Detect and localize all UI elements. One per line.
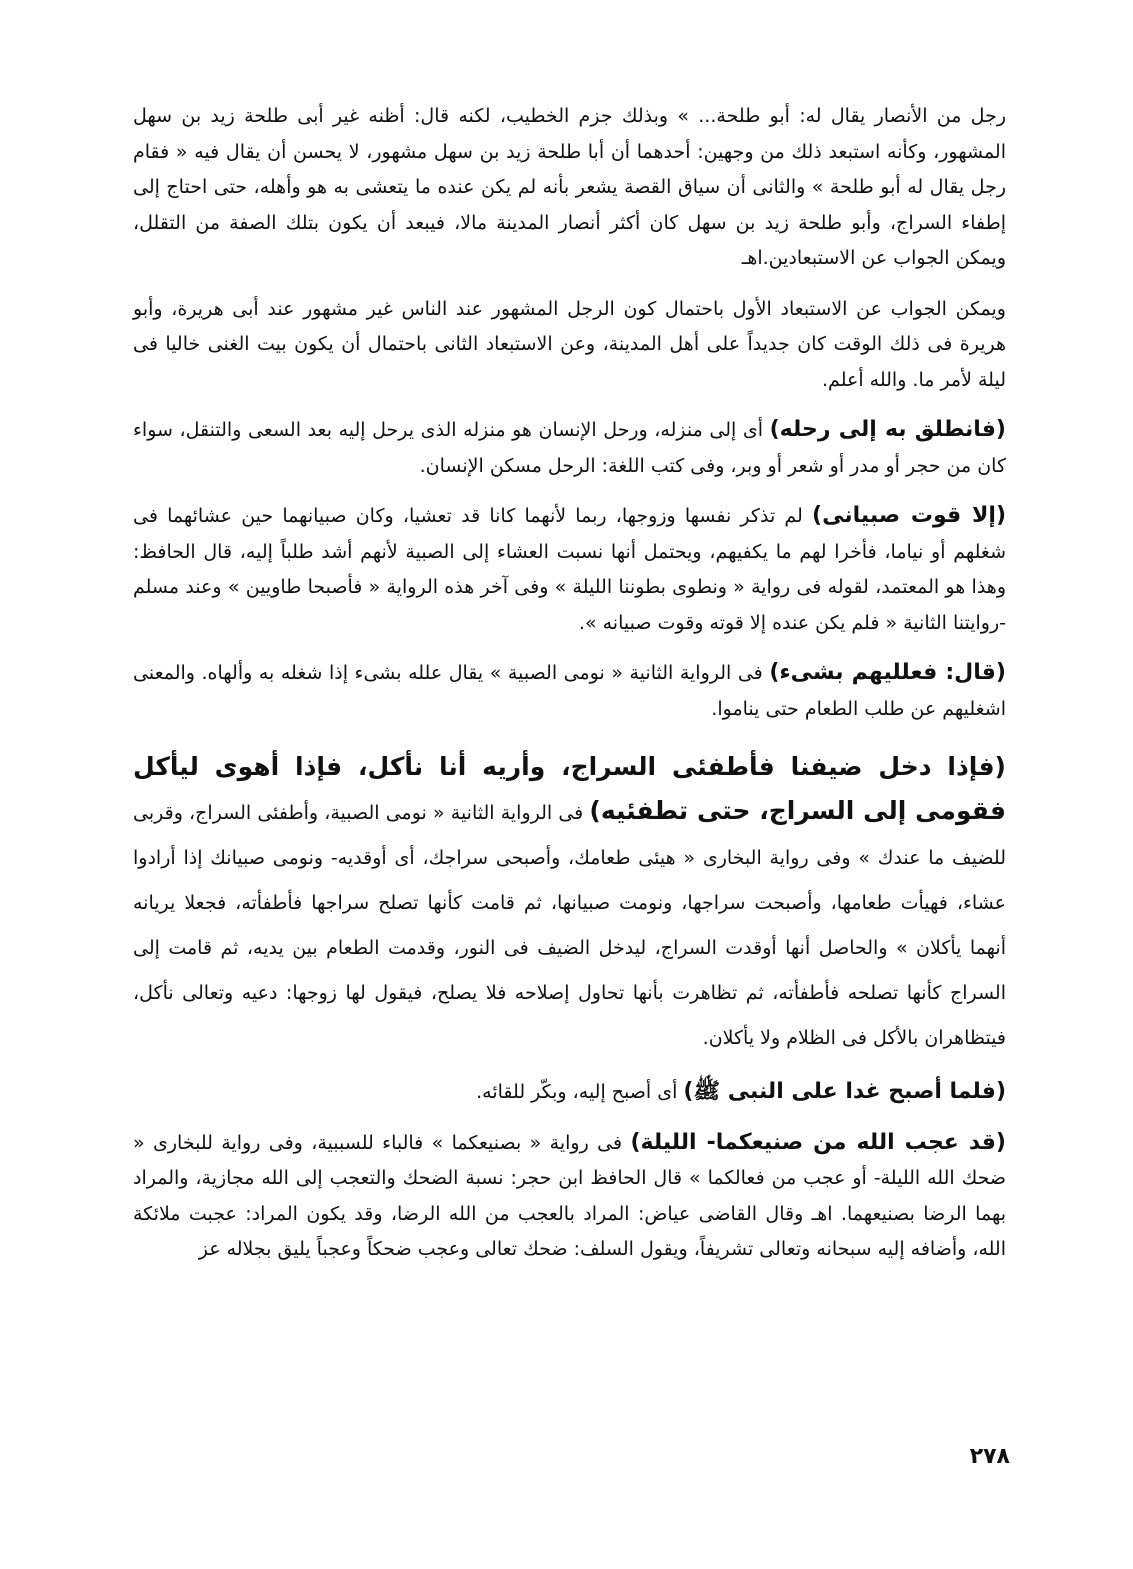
paragraph-5 <box>133 655 1006 727</box>
paragraph-8-body: فى رواية « بصنيعكما » فالباء للسببية، وفى رواية للبخارى « ضحك الله الليلة- أو عجب من فعالكما » قال الحافظ ابن حجر: نسبة الضحك والتعجب إلى الله مجازية، والمراد بهما الرضا بصنيعهما. اهـ وقال القاضى عياض: المراد بالعجب من الله الرضا، وقد يكون المراد: عجبت ملائكة الله، وأضافه إليه سبحانه وتعالى تشريفاً، ويقول السلف: ضحك تعالى وعجب ضحكاً وعجباً يليق بجلاله عز <box>133 1131 1006 1260</box>
paragraph-6-body: فى الرواية الثانية « نومى الصبية، وأطفئى السراج، وقربى للضيف ما عندك » وفى رواية البخارى « هيئى طعامك، وأصبحى سراجك، أى أوقديه- ونومى صبيانك إذا أرادوا عشاء، فهيأت طعامها، وأصبحت سراجها، ونومت صبيانها، ثم قامت كأنها تصلح سراجها فأطفأته، فجعلا يريانه أنهما يأكلان » والحاصل أنها أوقدت السراج، ليدخل الضيف فى النور، وقدمت الطعام بين يديه، ثم قامت إلى السراج كأنها تصلحه فأطفأته، ثم تظاهرت بأنها تحاول إصلاحه فلا يصلح، فيقول لها زوجها: دعيه وتعالى نأكل، فيتظاهران بالأكل فى الظلام ولا يأكلان. <box>133 802 1006 1049</box>
paragraph-8 <box>133 1125 1006 1268</box>
paragraph-4-heading: (إلا قوت صبيانى) <box>812 503 1006 528</box>
paragraph-6 <box>133 745 1006 1060</box>
page-number: ٢٧٨ <box>969 1444 1010 1469</box>
paragraph-6-heading: (فإذا دخل ضيفنا فأطفئى السراج، وأريه أنا نأكل، فإذا أهوى ليأكل فقومى إلى السراج، حتى تطفئيه) <box>133 752 1006 825</box>
paragraph-7-heading: (فلما أصبح غدا على النبى ﷺ) <box>683 1079 1006 1104</box>
paragraph-8-heading: (قد عجب الله من صنيعكما- الليلة) <box>630 1129 1006 1155</box>
paragraph-4-body: لم تذكر نفسها وزوجها، ربما لأنهما كانا قد تعشيا، وكان صبيانهما حين عشائهما فى شغلهم أو نياما، فأخرا لهم ما يكفيهم، ويحتمل أنها نسبت العشاء إلى الصبية لأنهم أشد طلباً إليه، قال الحافظ: وهذا هو المعتمد، لقوله فى رواية « ونطوى بطوننا الليلة » وفى آخر هذه الرواية « فأصبحا طاويين » وعند مسلم -روايتنا الثانية « فلم يكن عنده إلا قوته وقوت صبيانه ». <box>133 505 1006 634</box>
paragraph-7-body: أى أصبح إليه، وبكّر للقائه. <box>476 1081 684 1103</box>
paragraph-5-heading: (قال: فعلليهم بشىء) <box>769 660 1006 685</box>
paragraph-2 <box>133 291 1006 399</box>
paragraph-4 <box>133 498 1006 641</box>
paragraph-7 <box>133 1074 1006 1111</box>
paragraph-5-body: فى الرواية الثانية « نومى الصبية » يقال علله بشىء إذا شغله به وألهاه. والمعنى اشغليهم عن طلب الطعام حتى يناموا. <box>133 662 1006 720</box>
paragraph-3 <box>133 412 1006 484</box>
page-text <box>133 98 1006 1268</box>
paragraph-1 <box>133 98 1006 277</box>
paragraph-1-body: رجل من الأنصار يقال له: أبو طلحة... » وبذلك جزم الخطيب، لكنه قال: أظنه غير أبى طلحة زيد بن سهل المشهور، وكأنه استبعد ذلك من وجهين: أحدهما أن أبا طلحة زيد بن سهل مشهور، لا يحسن أن يقال فيه « فقام رجل يقال له أبو طلحة » والثانى أن سياق القصة يشعر بأنه لم يكن عنده ما يتعشى به هو وأهله، حتى احتاج إلى إطفاء السراج، وأبو طلحة زيد بن سهل كان أكثر أنصار المدينة مالا، فيبعد أن يكون بتلك الصفة من التقلل، ويمكن الجواب عن الاستبعادين.اهـ <box>133 105 1006 269</box>
paragraph-2-body: ويمكن الجواب عن الاستبعاد الأول باحتمال كون الرجل المشهور عند الناس غير مشهور عند أبى هريرة، وأبو هريرة فى ذلك الوقت كان جديداً على أهل المدينة، وعن الاستبعاد الثانى باحتمال أن يكون بيت الغنى خاليا فى ليلة لأمر ما. والله أعلم. <box>133 297 1006 391</box>
paragraph-3-body: أى إلى منزله، ورحل الإنسان هو منزله الذى يرحل إليه بعد السعى والتنقل، سواء كان من حجر أو مدر أو شعر أو وبر، وفى كتب اللغة: الرحل مسكن الإنسان. <box>133 419 1006 477</box>
paragraph-3-heading: (فانطلق به إلى رحله) <box>769 417 1006 442</box>
